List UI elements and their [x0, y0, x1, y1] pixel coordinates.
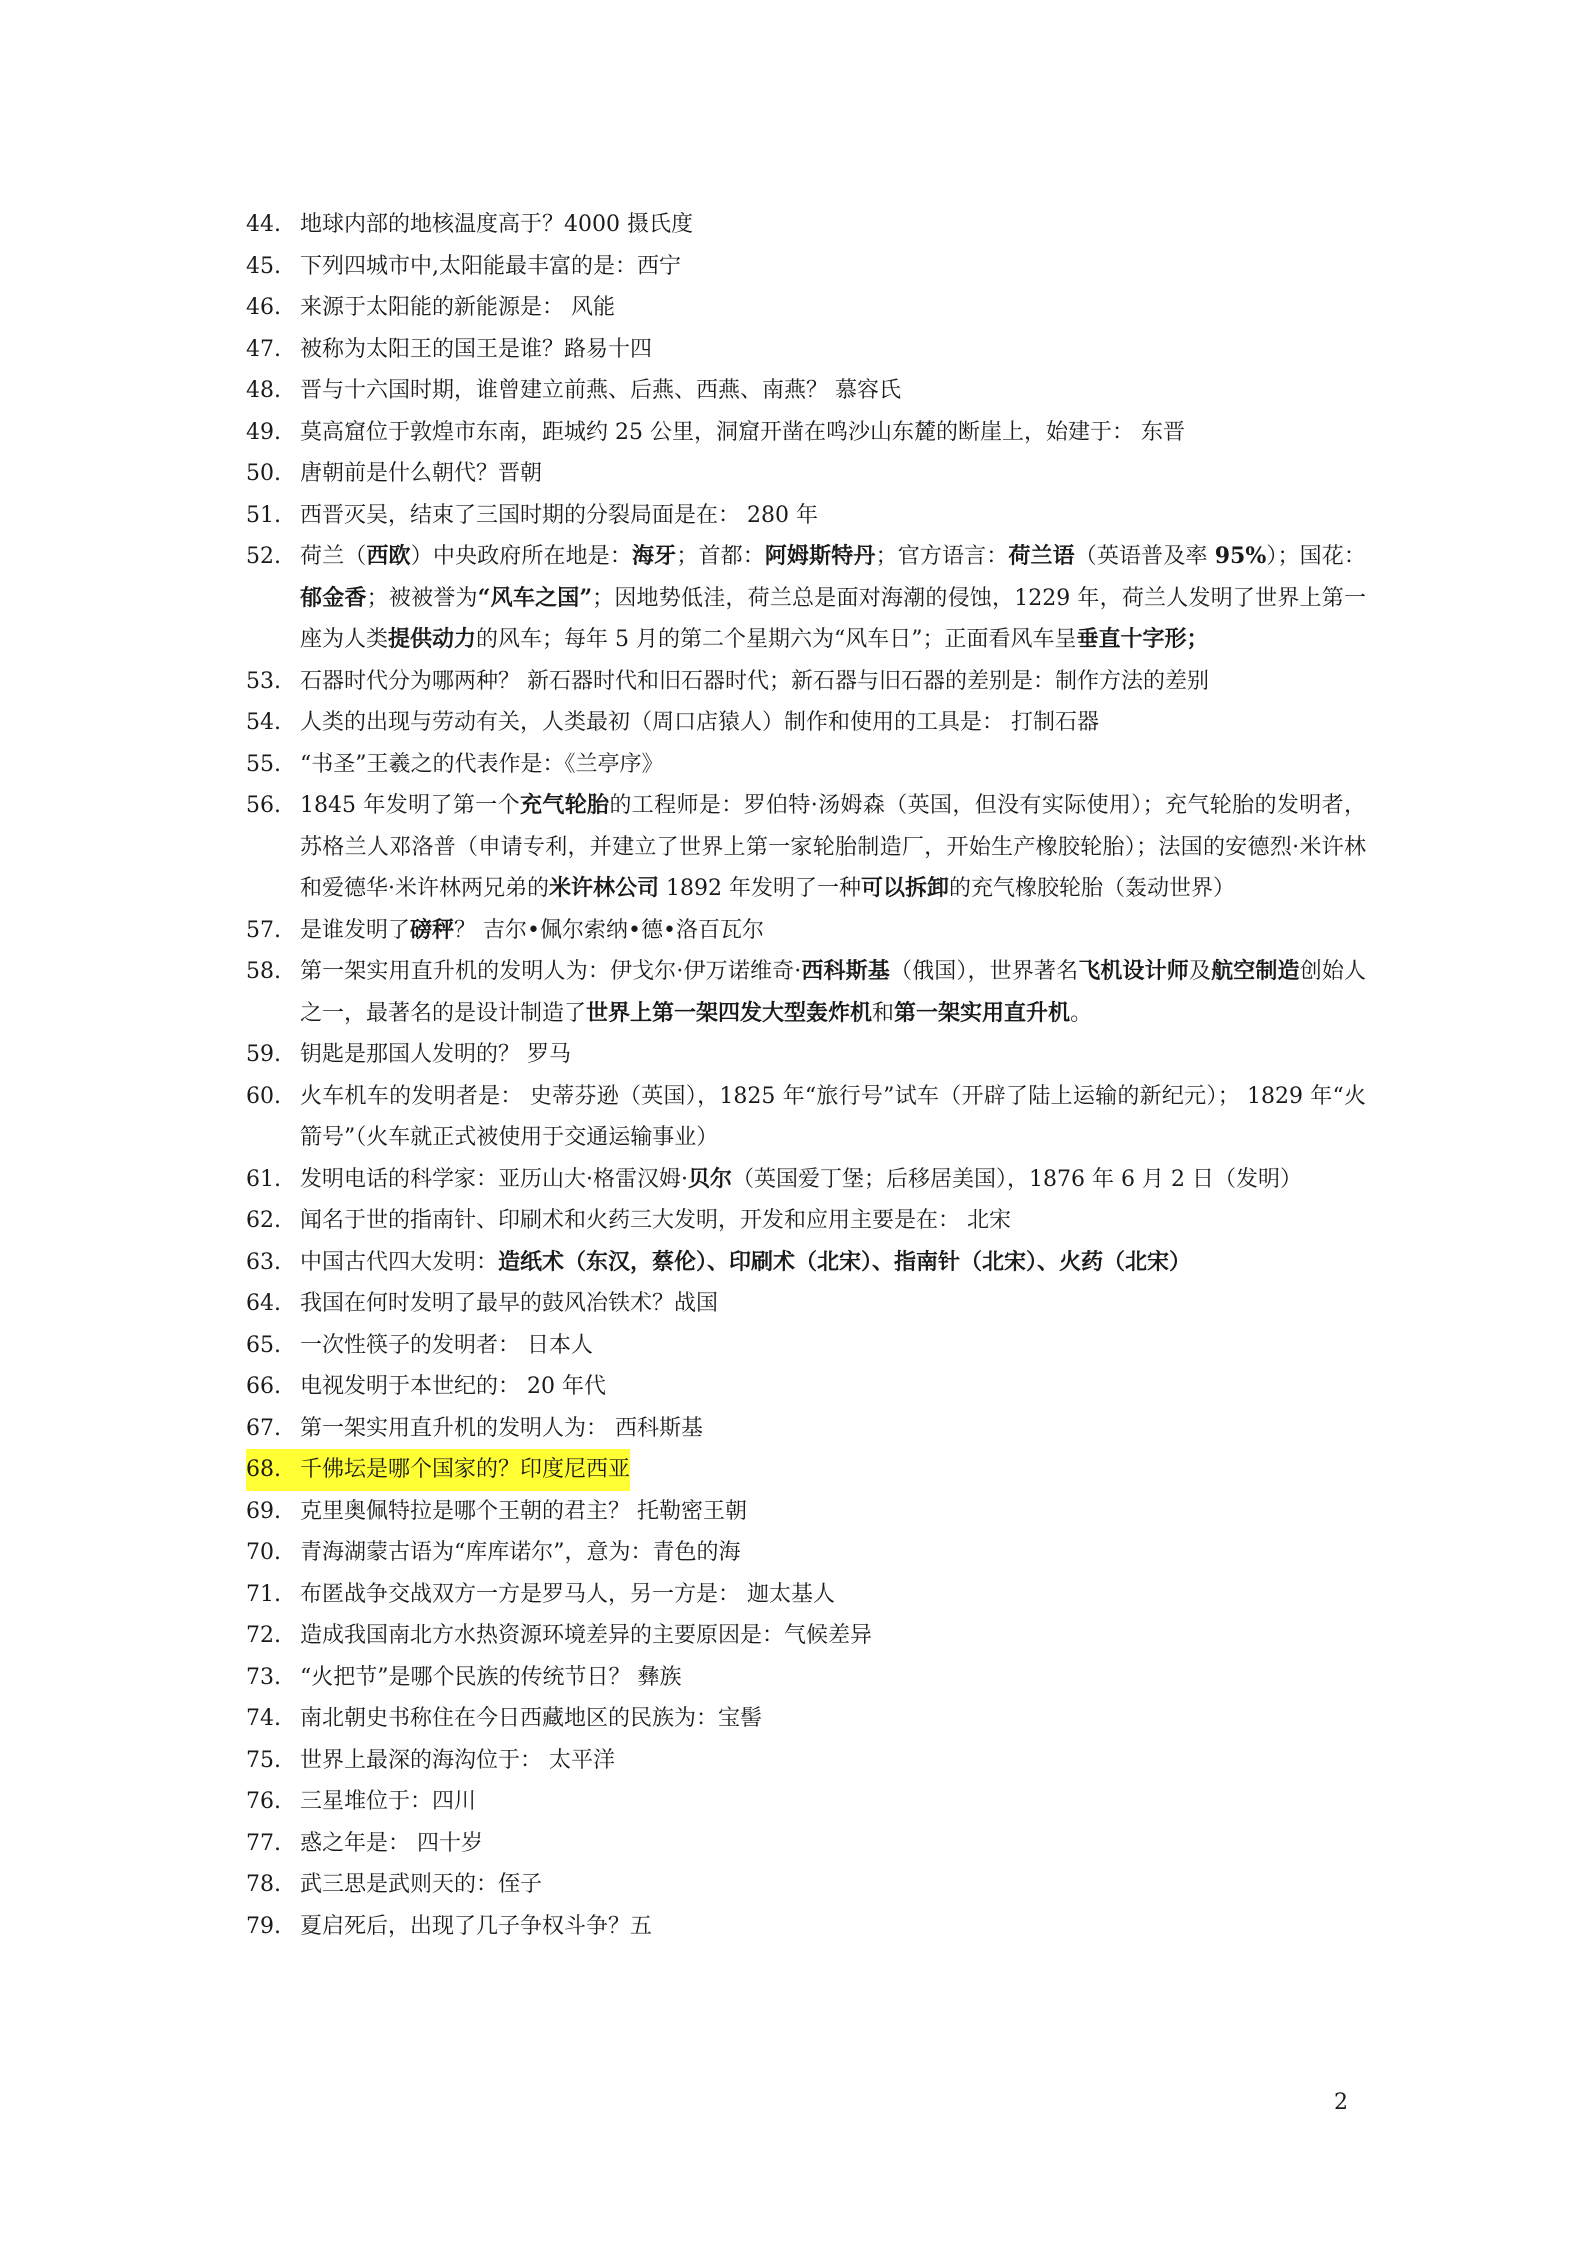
- item-text: 唐朝前是什么朝代？晋朝: [300, 461, 543, 486]
- bold-text: 荷兰语: [1008, 543, 1075, 569]
- bold-text: 第一架实用直升机: [894, 999, 1071, 1026]
- text-segment: ？ 吉尔•佩尔索纳•德•洛百瓦尔: [454, 917, 764, 943]
- item-number: 55.: [246, 751, 281, 777]
- item-text: 莫高窟位于敦煌市东南，距城约 25 公里，洞窟开凿在鸣沙山东麓的断崖上，始建于： 东晋: [300, 419, 1185, 445]
- item-number: 44.: [246, 212, 281, 237]
- item-number: 60.: [246, 1083, 281, 1109]
- list-item: [246, 1740, 1366, 1782]
- item-text: “书圣”王羲之的代表作是：《兰亭序》: [300, 751, 664, 777]
- item-number: 49.: [246, 419, 281, 445]
- item-text: 克里奥佩特拉是哪个王朝的君主？ 托勒密王朝: [300, 1498, 747, 1524]
- bold-text: 贝尔: [688, 1165, 733, 1192]
- bold-text: 航空制造: [1211, 958, 1300, 984]
- list-item: [246, 412, 1366, 454]
- list-item: [246, 1574, 1366, 1616]
- list-item: [246, 1325, 1366, 1367]
- list-item: [246, 1159, 1366, 1201]
- text-segment: ；首都：: [676, 544, 765, 569]
- bold-text: 海牙: [632, 543, 677, 569]
- item-number: 64.: [246, 1291, 281, 1316]
- item-text: 武三思是武则天的：侄子: [300, 1872, 543, 1897]
- text-segment: ；被被誉为: [366, 585, 478, 611]
- item-number: 51.: [246, 502, 281, 528]
- item-number: 75.: [246, 1747, 281, 1773]
- item-number: 47.: [246, 336, 281, 362]
- item-number: 46.: [246, 295, 281, 320]
- question-list: [246, 204, 1366, 1947]
- list-item: [246, 287, 1366, 329]
- item-text: [300, 1159, 1366, 1201]
- list-item: [246, 785, 1366, 910]
- item-number: 52.: [246, 544, 281, 569]
- text-segment: 荷兰（: [300, 544, 367, 569]
- item-text: [300, 910, 1366, 952]
- item-text: 夏启死后，出现了几子争权斗争？五: [300, 1913, 653, 1939]
- item-text: 布匿战争交战双方一方是罗马人，另一方是： 迦太基人: [300, 1581, 835, 1607]
- text-segment: 的工程师是：罗伯特·汤姆森（英国，但没有实际使用）；充气轮胎的发明者，苏格兰人邓洛普（申请专利，并建立了世界上第一家轮胎制造厂，开始生产橡胶轮胎）；法国的安德烈·米许林和爱德华·米许林两兄弟的: [300, 793, 1366, 901]
- item-text: 第一架实用直升机的发明人为： 西科斯基: [300, 1415, 703, 1441]
- item-text: 人类的出现与劳动有关，人类最初（周口店猿人）制作和使用的工具是： 打制石器: [300, 710, 1099, 735]
- text-segment: 的充气橡胶轮胎（轰动世界）: [949, 876, 1236, 901]
- list-item: [246, 204, 1366, 246]
- item-text: 三星堆位于：四川: [300, 1789, 477, 1814]
- text-segment: （英语普及率: [1074, 544, 1215, 569]
- item-number: 62.: [246, 1208, 281, 1233]
- item-text: 世界上最深的海沟位于： 太平洋: [300, 1747, 615, 1773]
- bold-text: 西欧: [366, 543, 411, 569]
- text-segment: 第一架实用直升机的发明人为：伊戈尔·伊万诺维奇·: [300, 959, 802, 984]
- item-number: 69.: [246, 1498, 281, 1524]
- text-segment: 。: [1070, 1000, 1093, 1026]
- item-text: “火把节”是哪个民族的传统节日？ 彝族: [300, 1664, 682, 1690]
- item-number: 79.: [246, 1913, 281, 1939]
- bold-text: 米许林公司: [549, 875, 660, 901]
- bold-text: 提供动力: [388, 626, 477, 652]
- item-number: 77.: [246, 1830, 281, 1856]
- text-segment: 和: [872, 1000, 895, 1026]
- text-segment: 中国古代四大发明：: [300, 1249, 499, 1275]
- list-item: [246, 1076, 1366, 1159]
- item-number: 56.: [246, 793, 281, 818]
- text-segment: 是谁发明了: [300, 917, 411, 943]
- item-number: 53.: [246, 668, 281, 694]
- item-text: 钥匙是那国人发明的？ 罗马: [300, 1042, 571, 1067]
- text-segment: ；因地势低洼，荷兰总是面对海潮的侵蚀，1229 年，荷兰人发明了世界上第一座为人类: [300, 585, 1366, 652]
- bold-text: 磅秤: [410, 916, 455, 943]
- list-item: [246, 329, 1366, 371]
- bold-text: 充气轮胎: [519, 792, 610, 818]
- text-segment: 1845 年发明了第一个: [300, 793, 520, 818]
- item-number: 58.: [246, 959, 281, 984]
- list-item: [246, 370, 1366, 412]
- list-item: [246, 1491, 1366, 1533]
- item-text: 火车机车的发明者是： 史蒂芬逊（英国），1825 年“旅行号”试车（开辟了陆上运输的新纪元）； 1829 年“火箭号”（火车就正式被使用于交通运输事业）: [300, 1083, 1366, 1150]
- list-item: [246, 1242, 1366, 1284]
- item-number: 70.: [246, 1540, 281, 1565]
- list-item: [246, 661, 1366, 703]
- item-number: 63.: [246, 1249, 281, 1275]
- item-number: 73.: [246, 1664, 281, 1690]
- item-number: 72.: [246, 1623, 281, 1648]
- item-number: 48.: [246, 378, 281, 403]
- item-text: [300, 1242, 1366, 1284]
- text-segment: ）；国花：: [1266, 544, 1366, 569]
- item-text: 闻名于世的指南针、印刷术和火药三大发明，开发和应用主要是在： 北宋: [300, 1208, 1011, 1233]
- item-number: 65.: [246, 1332, 281, 1358]
- bold-text: 阿姆斯特丹: [764, 543, 876, 569]
- list-item: [246, 1698, 1366, 1740]
- list-item: [246, 1864, 1366, 1906]
- list-item: [246, 536, 1366, 661]
- text-segment: 发明电话的科学家：亚历山大·格雷汉姆·: [300, 1166, 688, 1192]
- item-number: 66.: [246, 1374, 281, 1399]
- text-segment: ）中央政府所在地是：: [410, 544, 633, 569]
- item-text: 地球内部的地核温度高于？4000 摄氏度: [300, 212, 693, 237]
- item-text: 晋与十六国时期，谁曾建立前燕、后燕、西燕、南燕？ 慕容氏: [300, 378, 901, 403]
- bold-text: 西科斯基: [801, 958, 890, 984]
- item-number: 76.: [246, 1789, 281, 1814]
- item-number: 61.: [246, 1166, 281, 1192]
- list-item: [246, 1657, 1366, 1699]
- list-item: [246, 1200, 1366, 1242]
- item-number: 45.: [246, 253, 281, 279]
- text-segment: （俄国），世界著名: [889, 959, 1079, 984]
- item-text: 石器时代分为哪两种？ 新石器时代和旧石器时代；新石器与旧石器的差别是：制作方法的差别: [300, 668, 1209, 694]
- text-segment: 1892 年发明了一种: [659, 876, 861, 901]
- item-text: 惑之年是： 四十岁: [300, 1830, 483, 1856]
- list-item: [246, 1034, 1366, 1076]
- list-item: [246, 1408, 1366, 1450]
- item-number: 67.: [246, 1415, 281, 1441]
- list-item: [246, 246, 1366, 288]
- bold-text: 世界上第一架四发大型轰炸机: [586, 999, 873, 1026]
- list-item: [246, 1906, 1366, 1948]
- item-number: 78.: [246, 1872, 281, 1897]
- text-segment: ；官方语言：: [875, 544, 1009, 569]
- bold-text: 垂直十字形；: [1076, 626, 1209, 652]
- text-segment: （英国爱丁堡；后移居美国），1876 年 6 月 2 日（发明）: [732, 1166, 1302, 1192]
- item-text: 我国在何时发明了最早的鼓风冶铁术？战国: [300, 1291, 719, 1316]
- bold-text: 95%: [1214, 543, 1267, 569]
- list-item: [246, 453, 1366, 495]
- item-text: 一次性筷子的发明者： 日本人: [300, 1332, 593, 1358]
- item-number: 54.: [246, 710, 281, 735]
- page-number: 2: [1334, 2090, 1348, 2115]
- list-item: [246, 1366, 1366, 1408]
- item-text: 来源于太阳能的新能源是： 风能: [300, 295, 615, 320]
- bold-text: 飞机设计师: [1078, 958, 1189, 984]
- list-item: [246, 1823, 1366, 1865]
- list-item: [246, 951, 1366, 1034]
- item-number: 74.: [246, 1706, 281, 1731]
- text-segment: 创始人之一，最著名的是设计制造了: [300, 959, 1366, 1026]
- list-item: [246, 744, 1366, 786]
- bold-text: 郁金香: [300, 584, 367, 611]
- bold-text: 造纸术（东汉，蔡伦）、印刷术（北宋）、指南针（北宋）、火药（北宋）: [498, 1248, 1192, 1275]
- text-segment: 的风车；每年 5 月的第二个星期六为“风车日”；正面看风车呈: [476, 627, 1077, 652]
- list-item: [246, 702, 1366, 744]
- item-number: 57.: [246, 917, 281, 943]
- list-item: [246, 1532, 1366, 1574]
- item-text: 造成我国南北方水热资源环境差异的主要原因是：气候差异: [300, 1623, 873, 1648]
- item-number: 50.: [246, 461, 281, 486]
- item-text: 南北朝史书称住在今日西藏地区的民族为：宝髻: [300, 1706, 763, 1731]
- item-text: 被称为太阳王的国王是谁？路易十四: [300, 336, 653, 362]
- list-item: [246, 1615, 1366, 1657]
- text-segment: 及: [1188, 959, 1212, 984]
- item-text: 电视发明于本世纪的： 20 年代: [300, 1374, 606, 1399]
- bold-text: “风车之国”: [477, 584, 593, 611]
- item-text: 西晋灭吴，结束了三国时期的分裂局面是在： 280 年: [300, 502, 818, 528]
- item-text: 千佛坛是哪个国家的？印度尼西亚: [300, 1449, 630, 1491]
- item-number: 68.: [246, 1449, 300, 1491]
- item-text: [300, 951, 1366, 1034]
- item-number: 59.: [246, 1042, 281, 1067]
- item-text: [300, 536, 1366, 661]
- item-text: [300, 785, 1366, 910]
- list-item: [246, 1283, 1366, 1325]
- item-text: 青海湖蒙古语为“库库诺尔”，意为：青色的海: [300, 1540, 741, 1565]
- list-item: [246, 495, 1366, 537]
- item-text: 下列四城市中,太阳能最丰富的是：西宁: [300, 253, 681, 279]
- list-item: [246, 1781, 1366, 1823]
- item-number: 71.: [246, 1581, 281, 1607]
- bold-text: 可以拆卸: [861, 875, 950, 901]
- list-item: [246, 910, 1366, 952]
- list-item-highlighted: [246, 1449, 1366, 1491]
